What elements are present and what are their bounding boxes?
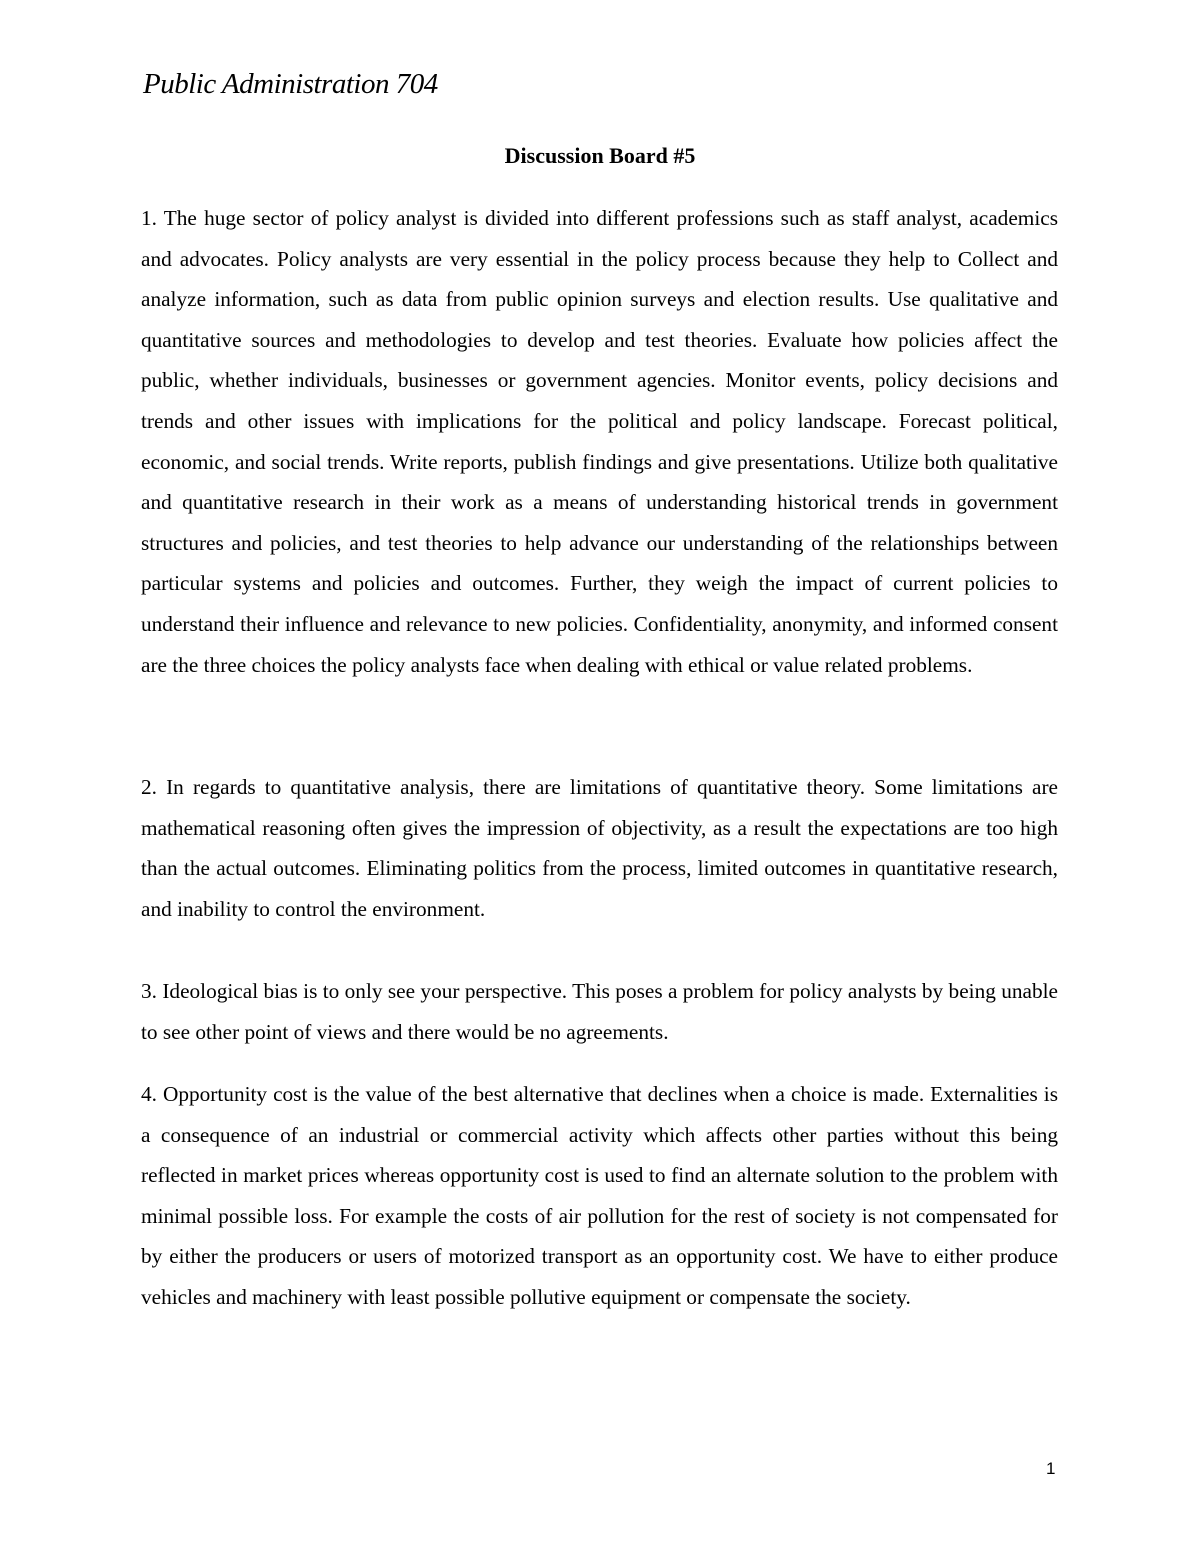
paragraph-4: 4. Opportunity cost is the value of the best alternative that declines when a choice is made. Externalities is a consequence of an industrial or commercial activity which affects other parties without this being reflected in market prices whereas opportunity cost is used to find an alternate solution to the problem with minimal possible loss. For example the costs of air pollution for the rest of society is not compensated for by either the producers or users of motorized transport as an opportunity cost. We have to either produce vehicles and machinery with least possible pollutive equipment or compensate the society. bbox=[141, 1082, 1058, 1309]
paragraph-3: 3. Ideological bias is to only see your perspective. This poses a problem for policy analysts by being unable to see other point of views and there would be no agreements. bbox=[141, 979, 1058, 1044]
document-title: Discussion Board #5 bbox=[504, 143, 696, 168]
paragraph-2: 2. In regards to quantitative analysis, there are limitations of quantitative theory. Some limitations are mathematical reasoning often gives the impression of objectivity, as a result the expectations are too high than the actual outcomes. Eliminating politics from the process, limited outcomes in quantitative research, and inability to control the environment. bbox=[141, 775, 1058, 921]
page-number: 1 bbox=[1046, 1459, 1056, 1478]
paragraph-1: 1. The huge sector of policy analyst is divided into different professions such as staff analyst, academics and advocates. Policy analysts are very essential in the policy process because they help to Collect and analyze information, such as data from public opinion surveys and election results. Use qualitative and quantitative sources and methodologies to develop and test theories. Evaluate how policies affect the public, whether individuals, businesses or government agencies. Monitor events, policy decisions and trends and other issues with implications for the political and policy landscape. Forecast political, economic, and social trends. Write reports, publish findings and give presentations. Utilize both qualitative and quantitative research in their work as a means of understanding historical trends in government structures and policies, and test theories to help advance our understanding of the relationships between particular systems and policies and outcomes. Further, they weigh the impact of current policies to understand their influence and relevance to new policies. Confidentiality, anonymity, and informed consent are the three choices the policy analysts face when dealing with ethical or value related problems. bbox=[141, 206, 1058, 677]
course-header: Public Administration 704 bbox=[143, 68, 438, 100]
